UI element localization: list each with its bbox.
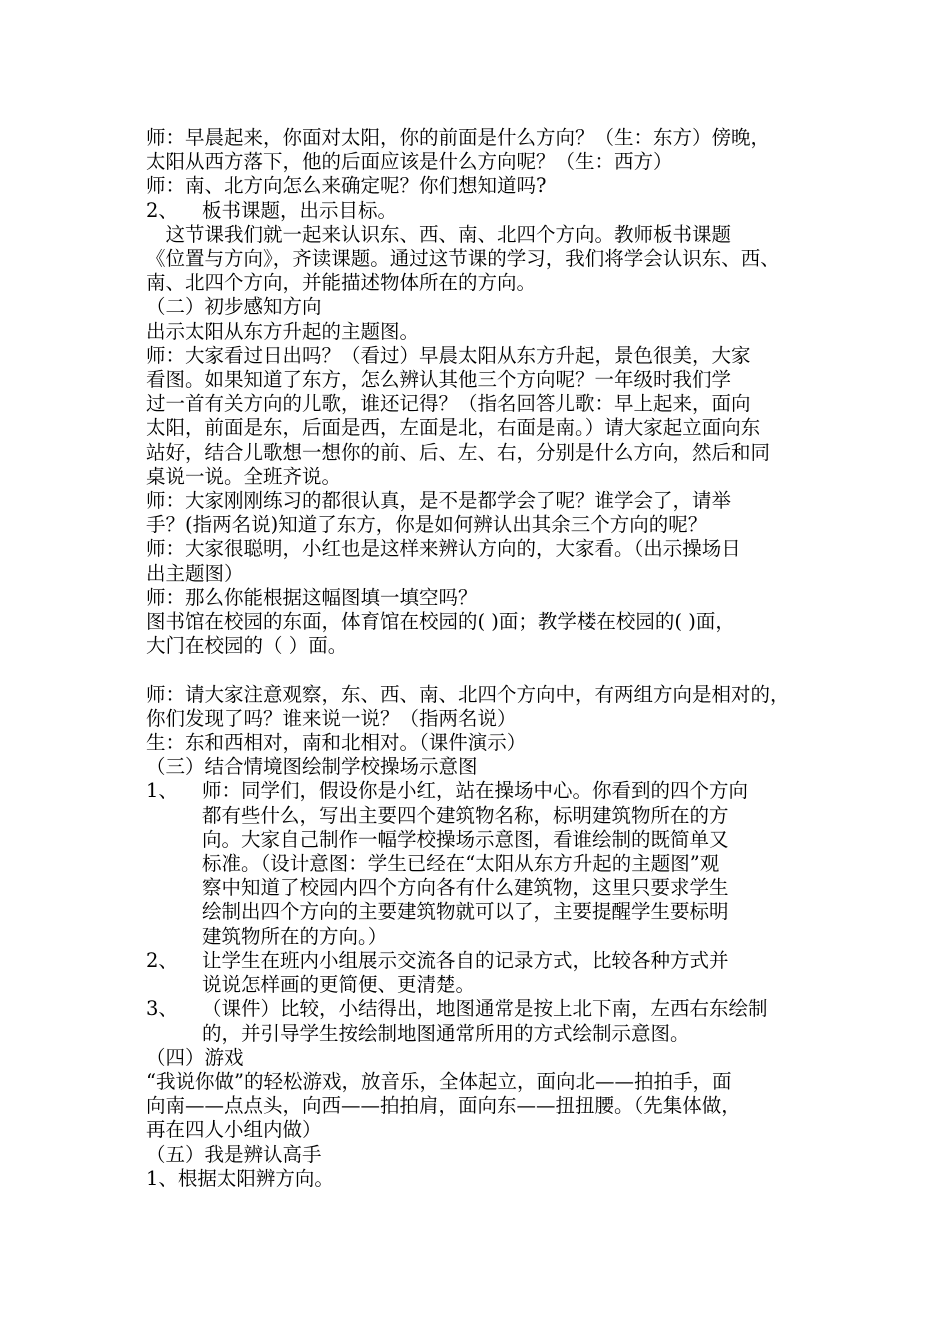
paragraph: [146, 126, 836, 174]
item-text: [202, 199, 836, 223]
text-line: 的，并引导学生按绘制地图通常所用的方式绘制示意图。: [202, 1021, 690, 1045]
text-line: 出示太阳从东方升起的主题图。: [146, 319, 420, 343]
text-line: 站好，结合儿歌想一想你的前、后、左、右，分别是什么方向，然后和同: [146, 440, 771, 464]
text-line: 说说怎样画的更简便、更清楚。: [202, 973, 476, 997]
text-line: （四）游戏: [146, 1045, 244, 1069]
text-line: （二）初步感知方向: [146, 295, 322, 319]
blank-line: [146, 658, 836, 682]
paragraph: [146, 610, 836, 658]
text-line: 手？(指两名说)知道了东方，你是如何辨认出其余三个方向的呢？: [146, 513, 708, 537]
section-heading: [146, 1143, 836, 1167]
text-line: 这节课我们就一起来认识东、西、南、北四个方向。教师板书课题: [146, 222, 732, 246]
text-line: 《位置与方向》，齐读课题。通过这节课的学习，我们将学会认识东、西、: [146, 247, 780, 271]
text-line: 你们发现了吗？谁来说一说？（指两名说）: [146, 706, 517, 730]
text-line: 师：大家刚刚练习的都很认真，是不是都学会了呢？谁学会了，请举: [146, 489, 732, 513]
text-line: 南、北四个方向，并能描述物体所在的方向。: [146, 271, 537, 295]
paragraph: [146, 223, 836, 296]
section-heading: [146, 755, 836, 779]
text-line: 再在四人小组内做）: [146, 1118, 322, 1142]
numbered-item: [146, 199, 836, 223]
text-line: （课件）比较，小结得出，地图通常是按上北下南，左西右东绘制: [202, 997, 768, 1021]
text-line: 看图。如果知道了东方，怎么辨认其他三个方向呢？一年级时我们学: [146, 368, 732, 392]
text-line: 板书课题，出示目标。: [202, 198, 398, 222]
text-line: 向南——点点头，向西——拍拍肩，面向东——扭扭腰。（先集体做，: [146, 1094, 741, 1118]
text-line: 师：南、北方向怎么来确定呢？你们想知道吗?: [146, 174, 547, 198]
text-line: 标准。（设计意图：学生已经在“太阳从东方升起的主题图”观: [202, 852, 720, 876]
text-line: 都有些什么，写出主要四个建筑物名称，标明建筑物所在的方: [202, 803, 729, 827]
section-heading: [146, 295, 836, 319]
text-line: 师：那么你能根据这幅图填一填空吗？: [146, 585, 478, 609]
numbered-item: [146, 997, 836, 1045]
section-heading: [146, 1046, 836, 1070]
paragraph: [146, 731, 836, 755]
text-line: 师：早晨起来，你面对太阳，你的前面是什么方向？（生：东方）傍晚，: [146, 126, 771, 149]
paragraph: [146, 489, 836, 537]
text-line: 生：东和西相对，南和北相对。（课件演示）: [146, 731, 527, 755]
text-line: 太阳，前面是东，后面是西，左面是北，右面是南。）请大家起立面向东: [146, 416, 761, 440]
paragraph: [146, 1070, 836, 1143]
text-line: “我说你做”的轻松游戏，放音乐，全体起立，面向北——拍拍手，面: [146, 1069, 732, 1093]
text-line: 过一首有关方向的儿歌，谁还记得？（指名回答儿歌：早上起来，面向: [146, 392, 751, 416]
item-number: 1、: [146, 779, 178, 803]
text-line: 绘制出四个方向的主要建筑物就可以了，主要提醒学生要标明: [202, 900, 729, 924]
text-line: 建筑物所在的方向。）: [202, 924, 388, 948]
text-line: 师：大家看过日出吗？（看过）早晨太阳从东方升起，景色很美，大家: [146, 343, 751, 367]
item-text: [202, 949, 836, 997]
paragraph: [146, 683, 836, 731]
text-line: 师：请大家注意观察，东、西、南、北四个方向中，有两组方向是相对的，: [146, 682, 790, 706]
text-line: 太阳从西方落下，他的后面应该是什么方向呢？（生：西方）: [146, 150, 673, 174]
paragraph: [146, 344, 836, 489]
text-line: 桌说一说。全班齐说。: [146, 464, 342, 488]
numbered-item: [146, 779, 836, 948]
text-line: （五）我是辨认高手: [146, 1142, 322, 1166]
text-line: 让学生在班内小组展示交流各自的记录方式，比较各种方式并: [202, 948, 729, 972]
item-number: 3、: [146, 997, 178, 1021]
paragraph: [146, 1167, 836, 1191]
paragraph: [146, 586, 836, 610]
text-line: 向。大家自己制作一幅学校操场示意图，看谁绘制的既简单又: [202, 827, 729, 851]
item-number: 2、: [146, 198, 178, 222]
text-line: 出主题图）: [146, 561, 244, 585]
numbered-item: [146, 949, 836, 997]
text-line: 大门在校园的（ ）面。: [146, 634, 348, 658]
document-page: [146, 126, 836, 1191]
paragraph: [146, 320, 836, 344]
item-text: [202, 779, 836, 948]
text-line: 师：同学们，假设你是小红，站在操场中心。你看到的四个方向: [202, 779, 749, 803]
text-line: （三）结合情境图绘制学校操场示意图: [146, 755, 478, 779]
item-text: [202, 997, 836, 1045]
text-line: 察中知道了校园内四个方向各有什么建筑物，这里只要求学生: [202, 876, 729, 900]
paragraph: [146, 174, 836, 198]
text-line: 图书馆在校园的东面，体育馆在校园的( )面；教学楼在校园的( )面，: [146, 610, 735, 634]
text-line: 师：大家很聪明，小红也是这样来辨认方向的，大家看。（出示操场日: [146, 537, 741, 561]
paragraph: [146, 537, 836, 585]
text-line: 1、根据太阳辨方向。: [146, 1166, 334, 1190]
item-number: 2、: [146, 948, 178, 972]
